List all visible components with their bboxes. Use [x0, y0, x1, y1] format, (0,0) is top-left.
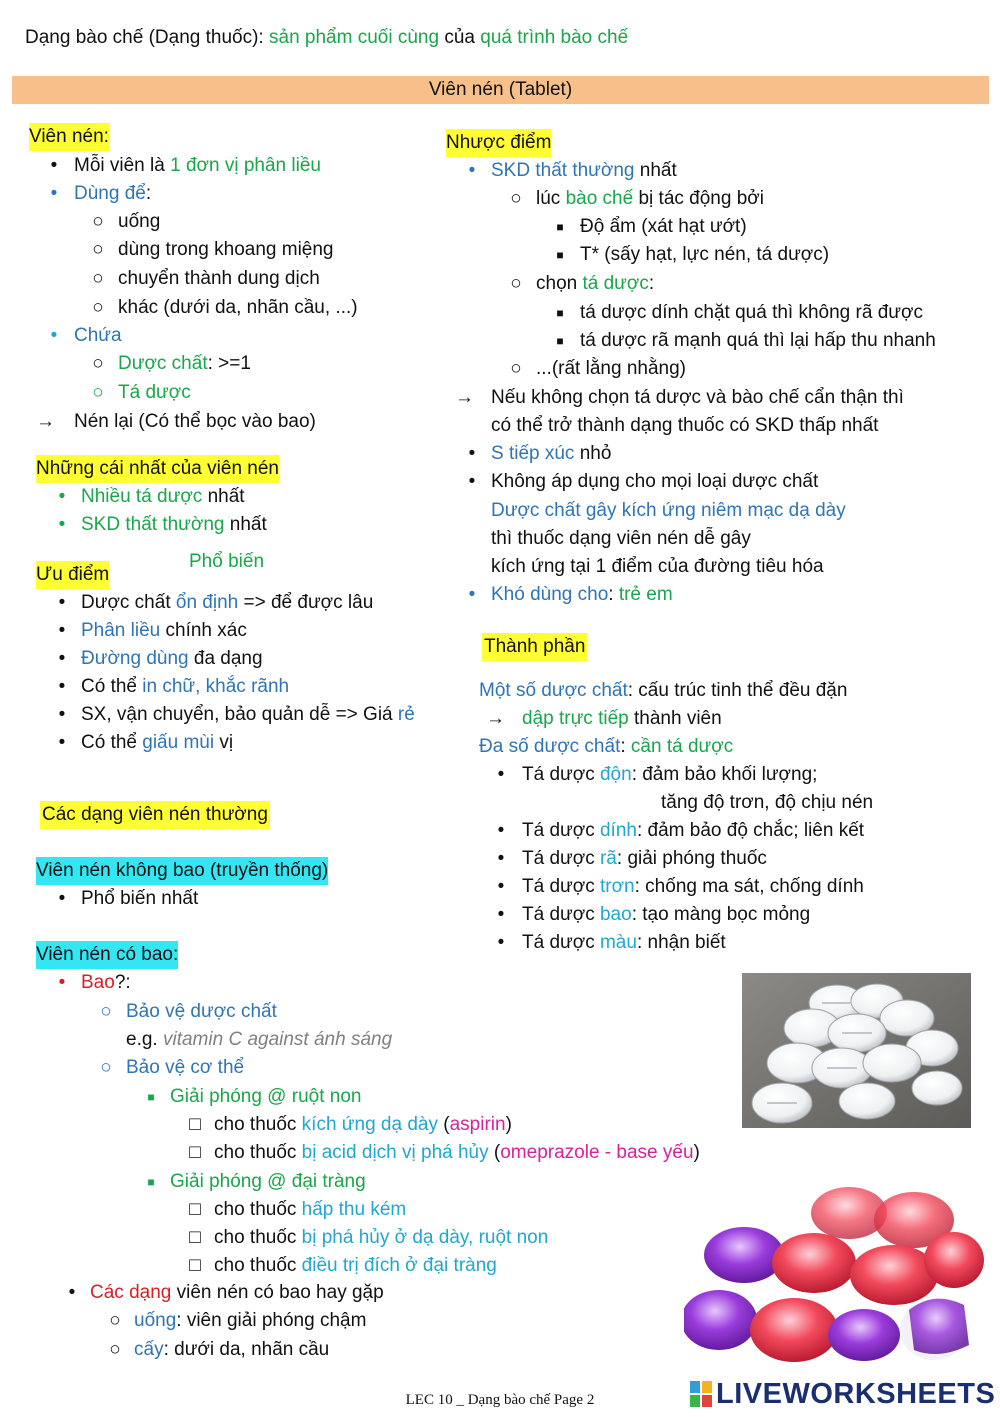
header-term: sản phẩm cuối cùng [269, 27, 440, 48]
circle-bullet-icon: ○ [100, 1057, 112, 1078]
nhat-heading: Những cái nhất của viên nén [36, 455, 279, 483]
checkbox-bullet-icon: □ [189, 1199, 201, 1220]
list-item: Mỗi viên là 1 đơn vị phân liều [74, 155, 321, 176]
list-item: Tá dược màu: nhận biết [522, 932, 726, 953]
cac-dang-heading: Các dạng viên nén thường [40, 801, 270, 829]
vien-nen-heading: Viên nén: [29, 123, 109, 151]
circle-bullet-icon: ○ [510, 273, 522, 294]
square-bullet-icon: ■ [556, 306, 564, 320]
section-banner: Viên nén (Tablet) [12, 76, 989, 104]
bullet-icon: • [468, 471, 476, 492]
list-item: Một số dược chất: cấu trúc tinh thể đều đặn [479, 680, 848, 701]
list-item: cho thuốc bị phá hủy ở dạ dày, ruột non [214, 1227, 549, 1248]
list-item: SKD thất thường nhất [491, 160, 677, 181]
checkbox-bullet-icon: □ [189, 1227, 201, 1248]
list-item: dập trực tiếp thành viên [522, 708, 722, 729]
list-item: Đường dùng đa dạng [81, 648, 263, 669]
bullet-icon: • [50, 325, 58, 346]
page-footer: LEC 10 _ Dạng bào chế Page 2 [405, 1392, 595, 1408]
bullet-icon: • [58, 704, 66, 725]
checkbox-bullet-icon: □ [189, 1114, 201, 1135]
list-item: Các dạng viên nén có bao hay gặp [90, 1282, 384, 1303]
list-item: cho thuốc bị acid dịch vị phá hủy (omeprazole - base yếu) [214, 1142, 700, 1163]
list-item: tá dược rã mạnh quá thì lại hấp thu nhanh [580, 330, 936, 351]
list-item: Dược chất ổn định => để được lâu [81, 592, 374, 613]
bullet-icon: • [468, 443, 476, 464]
list-item: tăng độ trơn, độ chịu nén [661, 792, 874, 813]
list-item: tá dược dính chặt quá thì không rã được [580, 302, 923, 323]
bullet-icon: • [50, 155, 58, 176]
bullet-icon: • [497, 876, 505, 897]
list-item: Chứa [74, 325, 122, 346]
header-text: Dạng bào chế (Dạng thuốc): [25, 27, 269, 48]
circle-bullet-icon: ○ [92, 239, 104, 260]
list-item: Phân liều chính xác [81, 620, 247, 641]
list-item: chuyển thành dung dịch [118, 268, 320, 289]
khong-bao-heading: Viên nén không bao (truyền thống) [36, 857, 328, 885]
list-item: Bảo vệ cơ thể [126, 1057, 245, 1078]
liveworksheets-logo [690, 1378, 995, 1410]
list-item: có thể trở thành dạng thuốc có SKD thấp nhất [491, 415, 879, 436]
circle-bullet-icon: ○ [510, 188, 522, 209]
list-item: cho thuốc hấp thu kém [214, 1199, 407, 1220]
square-bullet-icon: ■ [147, 1090, 155, 1104]
list-item: Bao?: [81, 972, 131, 993]
checkbox-bullet-icon: □ [189, 1142, 201, 1163]
list-item: Có thể in chữ, khắc rãnh [81, 676, 290, 697]
circle-bullet-icon: ○ [92, 297, 104, 318]
list-item: thì thuốc dạng viên nén dễ gây [491, 528, 751, 549]
circle-bullet-icon: ○ [100, 1001, 112, 1022]
list-item: Khó dùng cho: trẻ em [491, 584, 673, 605]
list-item: Dược chất gây kích ứng niêm mạc dạ dày [491, 500, 846, 521]
list-item: uống: viên giải phóng chậm [134, 1310, 367, 1331]
circle-bullet-icon: ○ [92, 268, 104, 289]
list-item: Độ ẩm (xát hạt ướt) [580, 216, 747, 237]
list-item: Tá dược trơn: chống ma sát, chống dính [522, 876, 864, 897]
logo-text: LIVEWORKSHEETS [716, 1377, 996, 1410]
list-item: uống [118, 211, 161, 232]
list-item: T* (sấy hạt, lực nén, tá dược) [580, 244, 830, 265]
list-item: Bảo vệ dược chất [126, 1001, 277, 1022]
page-header [25, 24, 628, 52]
white-tablets-photo [742, 973, 971, 1128]
header-term: quá trình bào chế [480, 27, 629, 48]
bullet-icon: • [58, 888, 66, 909]
logo-mark-icon [690, 1381, 712, 1407]
circle-bullet-icon: ○ [92, 353, 104, 374]
list-item: Đa số dược chất: cần tá dược [479, 736, 734, 757]
bullet-icon: • [497, 904, 505, 925]
bullet-icon: • [68, 1282, 76, 1303]
example-line: e.g. vitamin C against ánh sáng [126, 1029, 393, 1050]
nhuoc-diem-heading: Nhược điểm [446, 129, 551, 157]
list-item: dùng trong khoang miệng [118, 239, 334, 260]
circle-bullet-icon: ○ [109, 1310, 121, 1331]
header-text: của [439, 27, 481, 48]
circle-bullet-icon: ○ [92, 211, 104, 232]
bullet-icon: • [50, 183, 58, 204]
list-item: SKD thất thường nhất [81, 514, 267, 535]
list-item: Giải phóng @ đại tràng [170, 1171, 366, 1192]
bullet-icon: • [58, 676, 66, 697]
bullet-icon: • [58, 592, 66, 613]
bullet-icon: • [58, 620, 66, 641]
square-bullet-icon: ■ [556, 248, 564, 262]
bullet-icon: • [58, 732, 66, 753]
bullet-icon: • [58, 514, 66, 535]
circle-bullet-icon: ○ [92, 382, 104, 403]
bullet-icon: • [497, 932, 505, 953]
bullet-icon: • [468, 160, 476, 181]
list-item: kích ứng tại 1 điểm của đường tiêu hóa [491, 556, 824, 577]
list-item: Tá dược rã: giải phóng thuốc [522, 848, 767, 869]
list-item: Tá dược dính: đảm bảo độ chắc; liên kết [522, 820, 865, 841]
list-item: Tá dược [118, 382, 191, 403]
checkbox-bullet-icon: □ [189, 1255, 201, 1276]
list-item: Dược chất: >=1 [118, 353, 251, 374]
list-item: cho thuốc kích ứng dạ dày (aspirin) [214, 1114, 512, 1135]
list-item: Không áp dụng cho mọi loại dược chất [491, 471, 819, 492]
list-item: SX, vận chuyển, bảo quản dễ => Giá rẻ [81, 704, 415, 725]
square-bullet-icon: ■ [147, 1175, 155, 1189]
bullet-icon: • [468, 584, 476, 605]
arrow-icon: → [36, 411, 55, 432]
list-item: Giải phóng @ ruột non [170, 1086, 362, 1107]
list-item: chọn tá dược: [536, 273, 655, 294]
square-bullet-icon: ■ [556, 334, 564, 348]
square-bullet-icon: ■ [556, 220, 564, 234]
co-bao-heading: Viên nén có bao: [36, 941, 178, 969]
circle-bullet-icon: ○ [109, 1339, 121, 1360]
list-item: lúc bào chế bị tác động bởi [536, 188, 764, 209]
list-item: S tiếp xúc nhỏ [491, 443, 612, 464]
list-item: Dùng để: [74, 183, 152, 204]
list-item: Nhiều tá dược nhất [81, 486, 245, 507]
bullet-icon: • [497, 764, 505, 785]
coated-tablets-photo [684, 1185, 984, 1365]
list-item: Nếu không chọn tá dược và bào chế cẩn thận thì [491, 387, 904, 408]
thanh-phan-heading: Thành phần [482, 633, 587, 661]
list-item: cấy: dưới da, nhãn cầu [134, 1339, 330, 1360]
arrow-icon: → [486, 708, 505, 729]
bullet-icon: • [58, 972, 66, 993]
bullet-icon: • [58, 648, 66, 669]
floating-note: Phổ biến [189, 551, 265, 572]
uu-diem-heading: Ưu điểm [36, 561, 109, 589]
list-item: Tá dược độn: đảm bảo khối lượng; [522, 764, 818, 785]
arrow-icon: → [455, 387, 474, 408]
list-item: Phổ biến nhất [81, 888, 199, 909]
circle-bullet-icon: ○ [510, 358, 522, 379]
list-item: ...(rất lằng nhằng) [536, 358, 686, 379]
bullet-icon: • [497, 820, 505, 841]
list-item: Nén lại (Có thể bọc vào bao) [74, 411, 316, 432]
bullet-icon: • [58, 486, 66, 507]
list-item: Có thể giấu mùi vị [81, 732, 234, 753]
list-item: cho thuốc điều trị đích ở đại tràng [214, 1255, 497, 1276]
bullet-icon: • [497, 848, 505, 869]
list-item: Tá dược bao: tạo màng bọc mỏng [522, 904, 811, 925]
list-item: khác (dưới da, nhãn cầu, ...) [118, 297, 358, 318]
